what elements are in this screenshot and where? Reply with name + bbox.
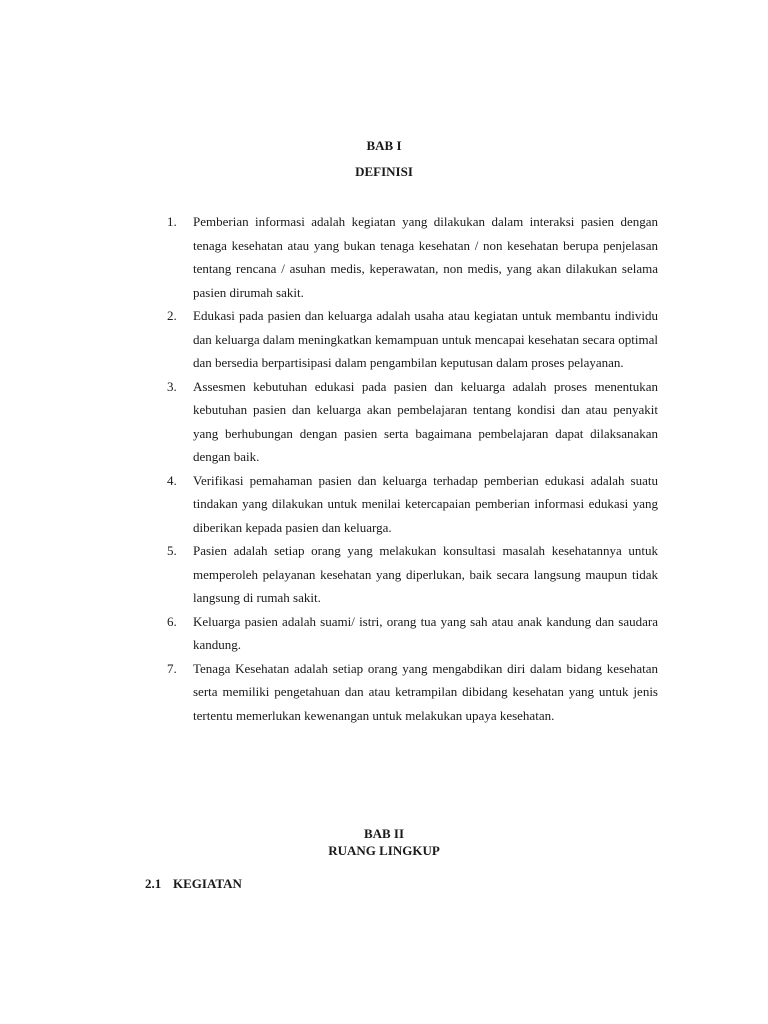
definition-item (160, 210, 658, 304)
item-text: Pasien adalah setiap orang yang melakukan konsultasi masalah kesehatannya untuk memperoleh pelayanan kesehatan yang diperlukan, baik secara langsung maupun tidak langsung di rumah sakit. (193, 543, 658, 605)
chapter-title-bab-1: BAB I (366, 138, 402, 153)
definition-item (160, 657, 658, 728)
item-text: Assesmen kebutuhan edukasi pada pasien dan keluarga adalah proses menentukan kebutuhan pasien dan keluarga akan pembelajaran tentang kondisi dan atau penyakit yang berhubungan dengan pasien serta bagaimana pembelajaran dapat dilaksanakan dengan baik. (193, 378, 658, 464)
chapter-subtitle-ruang-lingkup: RUANG LINGKUP (328, 843, 440, 858)
item-text: Edukasi pada pasien dan keluarga adalah usaha atau kegiatan untuk membantu individu dan keluarga dalam meningkatkan kemampuan untuk mencapai kesehatan secara optimal dan bersedia berpartisipasi dalam pengambilan keputusan dalam proses pelayanan. (193, 308, 658, 370)
item-number: 5. (167, 543, 177, 558)
item-text: Pemberian informasi adalah kegiatan yang dilakukan dalam interaksi pasien dengan tenaga kesehatan atau yang bukan tenaga kesehatan / non kesehatan berupa penjelasan tentang rencana / asuhan medis, keperawatan, non medis, yang akan dilakukan selama pasien dirumah sakit. (193, 214, 658, 300)
item-number: 6. (167, 613, 177, 629)
chapter-subtitle-definisi: DEFINISI (355, 164, 413, 179)
definition-item (160, 610, 658, 657)
section-heading-kegiatan (145, 876, 242, 892)
definition-item (160, 304, 658, 375)
item-number: 2. (167, 308, 177, 323)
item-number: 4. (167, 472, 177, 488)
item-text: Tenaga Kesehatan adalah setiap orang yang mengabdikan diri dalam bidang kesehatan serta memiliki pengetahuan dan atau ketrampilan dibidang kesehatan yang untuk jenis tertentu memerlukan kewenangan untuk melakukan upaya kesehatan. (193, 660, 658, 723)
item-number: 7. (167, 660, 177, 676)
item-text: Verifikasi pemahaman pasien dan keluarga terhadap pemberian edukasi adalah suatu tindakan yang dilakukan untuk menilai ketercapaian pemberian informasi edukasi yang diberikan kepada pasien dan keluarga. (193, 472, 658, 535)
definition-item (160, 375, 658, 469)
section-number: 2.1 (145, 876, 162, 891)
definition-item (160, 469, 658, 540)
item-number: 3. (167, 378, 177, 394)
item-number: 1. (167, 214, 177, 229)
section-title: KEGIATAN (173, 876, 242, 891)
item-text: Keluarga pasien adalah suami/ istri, orang tua yang sah atau anak kandung dan saudara kandung. (193, 613, 658, 652)
chapter-title-bab-2: BAB II (363, 826, 405, 841)
definition-item (160, 539, 658, 610)
definition-list (160, 210, 658, 727)
